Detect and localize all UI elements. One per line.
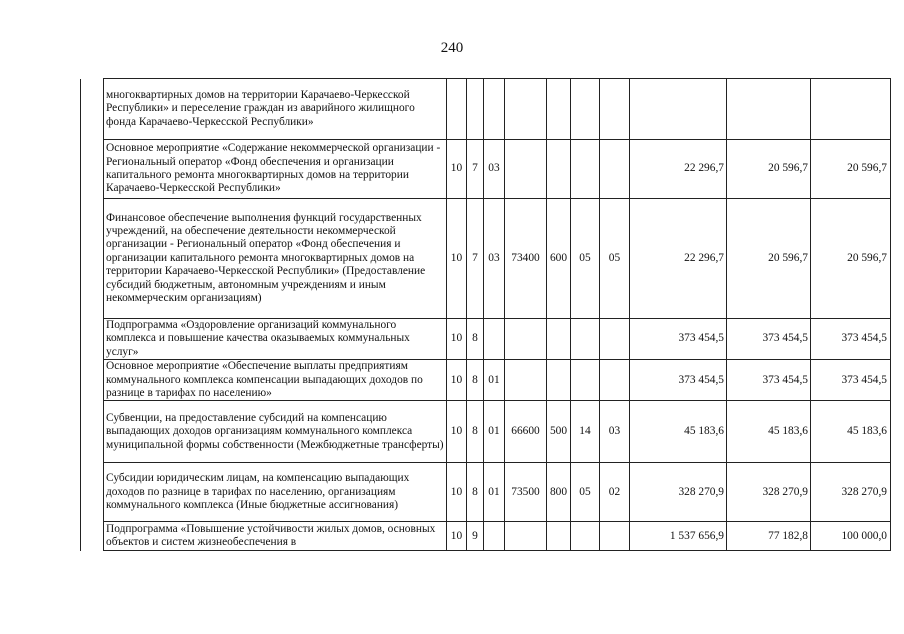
cell-direction: [505, 522, 547, 551]
cell-razdel: 10: [447, 401, 467, 463]
cell-podrazdel: 7: [467, 140, 484, 199]
cell-amount-year-1: 328 270,9: [630, 463, 727, 522]
table-row: [81, 79, 891, 140]
cell-podrazdel: [467, 79, 484, 140]
cell-amount-year-2: 45 183,6: [727, 401, 811, 463]
cell-code-a: [571, 360, 600, 401]
cell-amount-year-1: 22 296,7: [630, 199, 727, 319]
budget-table: [80, 78, 891, 551]
cell-code-a: [571, 319, 600, 360]
row-spacer: [81, 140, 104, 199]
cell-code-a: [571, 522, 600, 551]
cell-code-b: 03: [600, 401, 630, 463]
cell-vid-rashodov: 600: [547, 199, 571, 319]
cell-code-b: 02: [600, 463, 630, 522]
cell-name: Подпрограмма «Оздоровление организаций коммунального комплекса и повышение качества оказываемых коммунальных услуг»: [104, 319, 447, 360]
cell-code-a: 14: [571, 401, 600, 463]
cell-podrazdel: 9: [467, 522, 484, 551]
cell-name: Финансовое обеспечение выполнения функций государственных учреждений, на обеспечение деятельности некоммерческой организации - Региональный оператор «Фонд обеспечения и организации капитального ремонта многоквартирных домов на территории Карачаево-Черкесской Республики» (Предоставление субсидий бюджетным, автономным учреждениям и иным некоммерческим организациям): [104, 199, 447, 319]
cell-razdel: 10: [447, 319, 467, 360]
row-spacer: [81, 199, 104, 319]
page-number: 240: [440, 40, 464, 56]
cell-amount-year-2: [727, 79, 811, 140]
cell-name: Подпрограмма «Повышение устойчивости жилых домов, основных объектов и систем жизнеобеспечения в: [104, 522, 447, 551]
cell-name: Субвенции, на предоставление субсидий на компенсацию выпадающих доходов организациям коммунального комплекса муниципальной формы собственности (Межбюджетные трансферты): [104, 401, 447, 463]
cell-amount-year-1: 22 296,7: [630, 140, 727, 199]
cell-code-b: [600, 79, 630, 140]
cell-vid-rashodov: 500: [547, 401, 571, 463]
cell-amount-year-2: 20 596,7: [727, 140, 811, 199]
row-spacer: [81, 463, 104, 522]
cell-program: 03: [484, 140, 505, 199]
cell-vid-rashodov: [547, 360, 571, 401]
table-row: [81, 319, 891, 360]
cell-direction: [505, 319, 547, 360]
cell-program: 03: [484, 199, 505, 319]
row-spacer: [81, 360, 104, 401]
cell-code-a: 05: [571, 463, 600, 522]
cell-program: 01: [484, 401, 505, 463]
cell-amount-year-1: [630, 79, 727, 140]
cell-amount-year-2: 20 596,7: [727, 199, 811, 319]
cell-podrazdel: 8: [467, 463, 484, 522]
cell-vid-rashodov: 800: [547, 463, 571, 522]
cell-amount-year-3: 20 596,7: [811, 140, 891, 199]
cell-amount-year-1: 45 183,6: [630, 401, 727, 463]
cell-amount-year-3: 328 270,9: [811, 463, 891, 522]
cell-code-b: [600, 360, 630, 401]
cell-program: [484, 319, 505, 360]
cell-name: Субсидии юридическим лицам, на компенсацию выпадающих доходов по разнице в тарифах по населению, организациям коммунального комплекса (Иные бюджетные ассигнования): [104, 463, 447, 522]
cell-razdel: 10: [447, 199, 467, 319]
cell-amount-year-1: 373 454,5: [630, 360, 727, 401]
cell-razdel: 10: [447, 522, 467, 551]
cell-name: многоквартирных домов на территории Карачаево-Черкесской Республики» и переселение граждан из аварийного жилищного фонда Карачаево-Черкесской Республики»: [104, 79, 447, 140]
cell-vid-rashodov: [547, 522, 571, 551]
cell-direction: 73400: [505, 199, 547, 319]
cell-razdel: [447, 79, 467, 140]
cell-direction: [505, 79, 547, 140]
cell-amount-year-3: 45 183,6: [811, 401, 891, 463]
cell-amount-year-2: 77 182,8: [727, 522, 811, 551]
cell-amount-year-1: 373 454,5: [630, 319, 727, 360]
cell-name: Основное мероприятие «Обеспечение выплаты предприятиям коммунального комплекса компенсации выпадающих доходов по разнице в тарифах по населению»: [104, 360, 447, 401]
cell-direction: 66600: [505, 401, 547, 463]
cell-vid-rashodov: [547, 79, 571, 140]
cell-amount-year-2: 328 270,9: [727, 463, 811, 522]
cell-podrazdel: 7: [467, 199, 484, 319]
row-spacer: [81, 401, 104, 463]
cell-razdel: 10: [447, 360, 467, 401]
cell-program: [484, 522, 505, 551]
cell-podrazdel: 8: [467, 319, 484, 360]
cell-razdel: 10: [447, 140, 467, 199]
row-spacer: [81, 522, 104, 551]
cell-direction: [505, 140, 547, 199]
cell-podrazdel: 8: [467, 360, 484, 401]
cell-program: 01: [484, 360, 505, 401]
row-spacer: [81, 79, 104, 140]
cell-program: [484, 79, 505, 140]
cell-amount-year-3: 100 000,0: [811, 522, 891, 551]
cell-amount-year-2: 373 454,5: [727, 360, 811, 401]
table-row: [81, 360, 891, 401]
cell-direction: 73500: [505, 463, 547, 522]
cell-podrazdel: 8: [467, 401, 484, 463]
cell-razdel: 10: [447, 463, 467, 522]
table-row: [81, 140, 891, 199]
table-row: [81, 522, 891, 551]
cell-name: Основное мероприятие «Содержание некоммерческой организации - Региональный оператор «Фонд обеспечения и организации капитального ремонта многоквартирных домов на территории Карачаево-Черкесской Республики»: [104, 140, 447, 199]
cell-vid-rashodov: [547, 319, 571, 360]
table-row: [81, 463, 891, 522]
cell-code-b: [600, 140, 630, 199]
cell-code-b: [600, 522, 630, 551]
cell-direction: [505, 360, 547, 401]
cell-amount-year-3: [811, 79, 891, 140]
cell-code-b: [600, 319, 630, 360]
cell-amount-year-2: 373 454,5: [727, 319, 811, 360]
cell-vid-rashodov: [547, 140, 571, 199]
cell-code-a: [571, 140, 600, 199]
cell-program: 01: [484, 463, 505, 522]
cell-amount-year-3: 373 454,5: [811, 360, 891, 401]
cell-code-b: 05: [600, 199, 630, 319]
cell-amount-year-3: 373 454,5: [811, 319, 891, 360]
cell-amount-year-3: 20 596,7: [811, 199, 891, 319]
table-row: [81, 199, 891, 319]
row-spacer: [81, 319, 104, 360]
cell-code-a: [571, 79, 600, 140]
table-row: [81, 401, 891, 463]
cell-amount-year-1: 1 537 656,9: [630, 522, 727, 551]
cell-code-a: 05: [571, 199, 600, 319]
